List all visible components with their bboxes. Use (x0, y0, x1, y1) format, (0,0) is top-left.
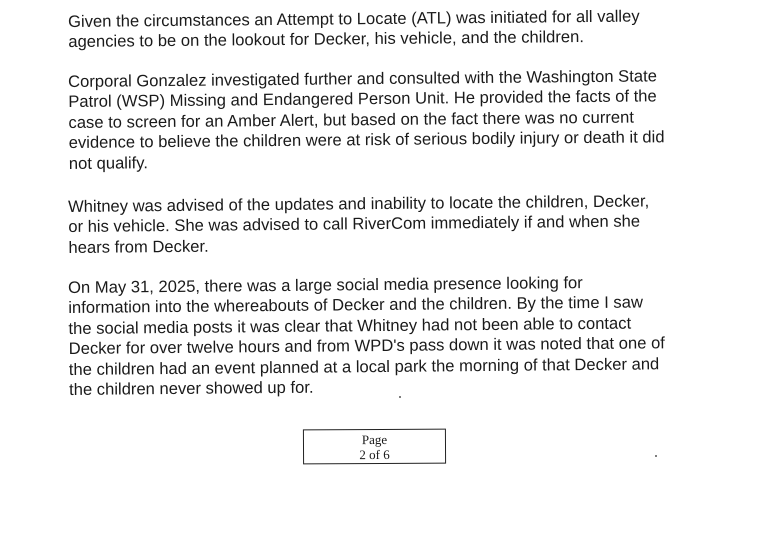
page-label: Page (361, 431, 388, 448)
text-line: or his vehicle. She was advised to call RiverCom immediately if and when she (68, 211, 641, 237)
text-line: hears from Decker. (68, 236, 209, 257)
text-line: information into the whereabouts of Decker and the children. By the time I saw (68, 292, 643, 318)
text-line: case to screen for an Amber Alert, but based on the fact there was no current (68, 107, 634, 132)
text-line: the social media posts it was clear that Whitney had not been able to contact (68, 313, 632, 338)
text-line: Whitney was advised of the updates and inability to locate the children, Decker, (68, 191, 650, 216)
scan-speck (655, 455, 657, 457)
text-line: the children had an event planned at a local park the morning of that Decker and (68, 353, 660, 379)
text-line: Corporal Gonzalez investigated further and consulted with the Washington State (68, 66, 657, 91)
page-count: 2 of 6 (359, 446, 390, 463)
paragraph-wsp-consult (68, 66, 694, 174)
text-line: Patrol (WSP) Missing and Endangered Person Unit. He provided the facts of the (68, 86, 657, 112)
text-line: the children never showed up for. (68, 377, 314, 400)
scan-speck (399, 396, 401, 398)
text-line: evidence to believe the children were at risk of serious bodily injury or death it did (68, 127, 665, 153)
paragraph-social-media (68, 272, 694, 400)
text-line: agencies to be on the lookout for Decker, his vehicle, and the children. (68, 27, 585, 52)
text-line: not qualify. (68, 152, 148, 173)
paragraph-atl (68, 6, 693, 53)
paragraph-whitney-advised (68, 191, 694, 258)
text-line: Given the circumstances an Attempt to Locate (ATL) was initiated for all valley (68, 6, 640, 31)
page-number-box (303, 429, 446, 465)
text-line: Decker for over twelve hours and from WPD's pass down it was noted that one of (68, 333, 665, 359)
text-line: On May 31, 2025, there was a large social media presence looking for (68, 273, 583, 297)
